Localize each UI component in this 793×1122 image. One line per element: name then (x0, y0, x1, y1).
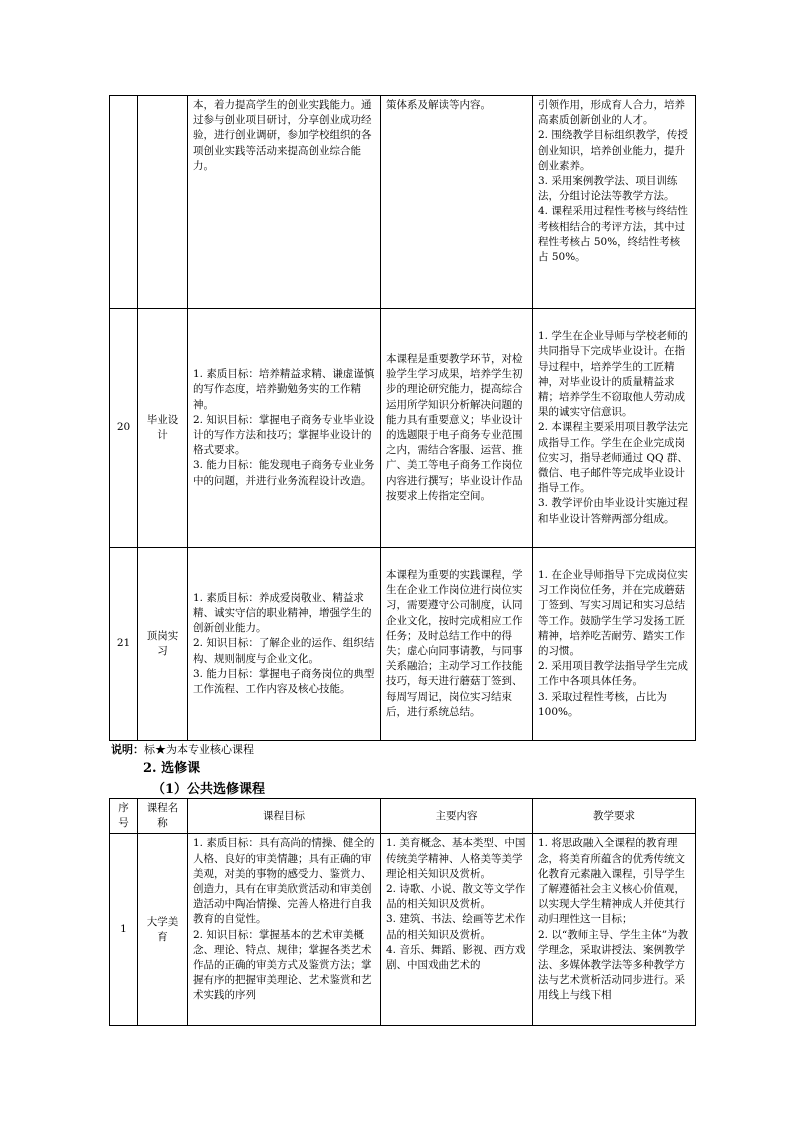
table-row (110, 834, 696, 1026)
header-num: 序号 (110, 799, 138, 834)
main-content (381, 834, 533, 1026)
course-name (138, 96, 188, 309)
course-goals (188, 309, 381, 548)
goal-line: 1. 素质目标：培养精益求精、谦虚谨慎的写作态度，培养勤勉务实的工作精神。 (193, 368, 375, 411)
teaching-requirements (533, 834, 696, 1026)
requirement-line: 1. 学生在企业导师与学校老师的共同指导下完成毕业设计。在指导过程中，培养学生的工匠精神，对毕业设计的质量精益求精；培养学生不窃取他人劳动成果的诚实守信意识。 (538, 330, 688, 419)
teaching-requirements (533, 548, 696, 741)
requirement-line: 3. 教学评价由毕业设计实施过程和毕业设计答辩两部分组成。 (538, 497, 688, 525)
main-content: 本课程为重要的实践课程，学生在企业工作岗位进行岗位实习，需要遵守公司制度，认同企业文化，按时完成相应工作任务；及时总结工作中的得失；虚心向同事请教，与同事关系融洽；主动学习工作技能技巧，每天进行蘑菇丁签到、每周写周记，岗位实习结束后，进行系统总结。 (381, 548, 533, 741)
goal-line: 1. 素质目标：养成爱岗敬业、精益求精、诚实守信的职业精神，增强学生的创新创业能力。 (193, 591, 372, 635)
teaching-requirements (533, 309, 696, 548)
requirement-line: 4. 课程采用过程性考核与终结性考核相结合的考评方法，其中过程性考核占 50%，终结性考核占 50%。 (538, 205, 688, 264)
goal-line: 3. 能力目标：能发现电子商务专业业务中的问题，并进行业务流程设计改造。 (193, 459, 375, 487)
table-row (110, 309, 696, 548)
goal-line: 1. 素质目标：具有高尚的情操、健全的人格、良好的审美情趣；具有正确的审美观，对美的事物的感受力、鉴赏力、创造力，具有在审美欣赏活动和审美创造活动中陶冶情操、完善人格进行自我教育的自觉性。 (193, 837, 375, 926)
content-line: 1. 美育概念、基本类型、中国传统美学精神、人格美等美学理论相关知识及赏析。 (386, 837, 526, 880)
goal-line: 2. 知识目标：了解企业的运作、组织结构、规则制度与企业文化。 (193, 637, 375, 665)
main-content: 策体系及解读等内容。 (381, 96, 533, 309)
subsection-heading: （1）公共选修课程 (152, 782, 266, 797)
content-line: 3. 建筑、书法、绘画等艺术作品的相关知识及赏析。 (386, 913, 526, 941)
row-number: 21 (110, 548, 138, 741)
requirement-line: 2. 围绕教学目标组织教学，传授创业知识，培养创业能力，提升创业素养。 (538, 129, 688, 172)
requirement-line: 3. 采用案例教学法、项目训练法，分组讨论法等教学方法。 (538, 175, 678, 203)
course-goals (188, 834, 381, 1026)
table-header-row (110, 799, 696, 834)
course-goals (188, 548, 381, 741)
goal-line: 3. 能力目标：掌握电子商务岗位的典型工作流程、工作内容及核心技能。 (193, 667, 375, 695)
table-row (110, 548, 696, 741)
requirement-line: 3. 采取过程性考核，占比为 100%。 (538, 690, 667, 718)
content-line: 4. 音乐、舞蹈、影视、西方戏剧、中国戏曲艺术的 (386, 943, 526, 972)
header-goals: 课程目标 (188, 799, 381, 834)
course-name: 毕业设计 (138, 309, 188, 548)
course-table-continued (109, 95, 696, 741)
teaching-requirements (533, 96, 696, 309)
section-heading: 2. 选修课 (143, 761, 201, 776)
header-requirements: 教学要求 (533, 799, 696, 834)
requirement-line: 2. 以“教师主导、学生主体”为教学理念，采取讲授法、案例教学法、多媒体教学法等多种教学方法与艺术赏析活动同步进行。采用线上与线下相 (538, 928, 689, 1002)
row-number (110, 96, 138, 309)
row-number: 1 (110, 834, 138, 1026)
course-name: 顶岗实习 (138, 548, 188, 741)
note-label: 说明： (111, 743, 144, 756)
table-row (110, 96, 696, 309)
course-name: 大学美育 (138, 834, 188, 1026)
goal-line: 本，着力提高学生的创业实践能力。通过参与创业项目研讨，分享创业成功经验，进行创业调研，参加学校组织的各项创业实践等活动来提高创业综合能力。 (193, 99, 372, 172)
content-line: 2. 诗歌、小说、散文等文学作品的相关知识及赏析。 (386, 883, 526, 911)
goal-line: 2. 知识目标：掌握基本的艺术审美概念、理论、特点、规律；掌握各类艺术作品的正确的审美方式及鉴赏方法；掌握有序的把握审美理论、艺术鉴赏和艺术实践的序列 (193, 928, 372, 1002)
course-goals (188, 96, 381, 309)
note-text: 标★为本专业核心课程 (144, 743, 254, 756)
row-number: 20 (110, 309, 138, 548)
requirement-line: 引领作用，形成育人合力，培养高素质创新创业的人才。 (538, 99, 685, 127)
header-content: 主要内容 (381, 799, 533, 834)
header-name: 课程名称 (138, 799, 188, 834)
goal-line: 2. 知识目标：掌握电子商务专业毕业设计的写作方法和技巧；掌握毕业设计的格式要求。 (193, 413, 375, 457)
requirement-line: 1. 在企业导师指导下完成岗位实习工作岗位任务，并在完成蘑菇丁签到、写实习周记和实习总结等工作。鼓励学生学习发扬工匠精神，培养吃苦耐劳、踏实工作的习惯。 (538, 568, 688, 657)
requirement-line: 1. 将思政融入全课程的教育理念，将美育所蕴含的优秀传统文化教育元素融入课程，引导学生了解遵循社会主义核心价值观，以实现大学生精神成人并使其行动归理性这一目标； (538, 837, 685, 926)
requirement-line: 2. 采用项目教学法指导学生完成工作中各项具体任务。 (538, 660, 688, 688)
table-note (111, 741, 254, 757)
main-content: 本课程是重要教学环节，对检验学生学习成果，培养学生初步的理论研究能力，提高综合运用所学知识分析解决问题的能力具有重要意义；毕业设计的选题限于电子商务专业范围之内，需结合客服、运营、推广、美工等电子商务工作岗位内容进行撰写；毕业设计作品按要求上传指定空间。 (381, 309, 533, 548)
requirement-line: 2. 本课程主要采用项目教学法完成指导工作。学生在企业完成岗位实习，指导老师通过 QQ 群、微信、电子邮件等完成毕业设计指导工作。 (538, 421, 688, 495)
elective-course-table (109, 798, 696, 1026)
